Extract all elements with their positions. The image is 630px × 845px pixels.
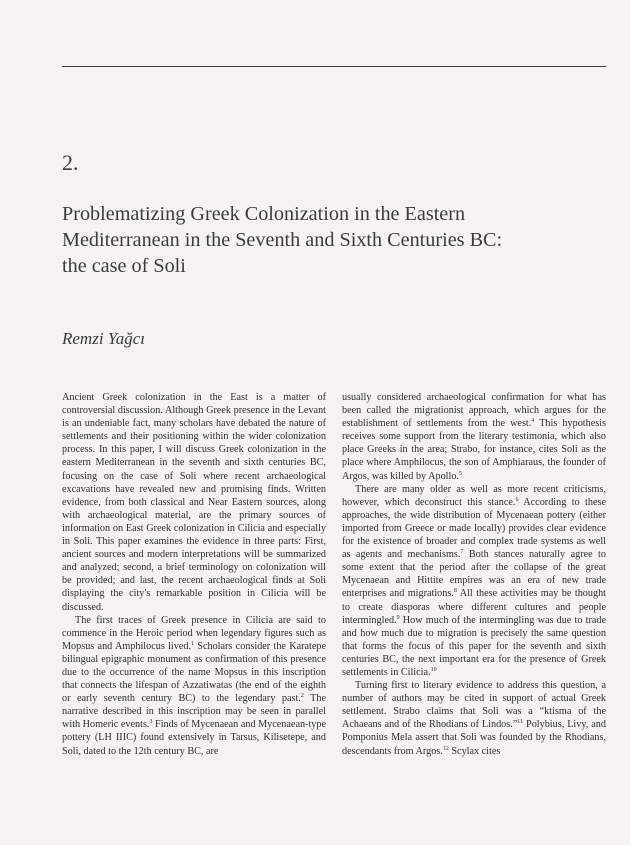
header-rule <box>62 66 606 67</box>
paragraph: The first traces of Greek presence in Cilicia are said to commence in the Heroic period when legendary figures such as Mopsus and Amphilocus lived.$^1$ Scholars consider the Karatepe bilingual epigraphic monument as confirmation of this presence due to the occurrence of the name Mopsus in this inscription that connects the lifespan of Azzatiwatas (the end of the eighth or early seventh century BC) to the legendary past.$^2$ The narrative described in this inscription may be seen in parallel with Homeric events.$^3$ Finds of Mycenaean and Mycenaean-type pottery (LH IIIC) found extensively in Tarsus, Kilisetepe, and Soli, dated to the 12th century BC, are <box>62 614 326 757</box>
footnote-marker: 11 <box>517 719 524 726</box>
chapter-title-line: Problematizing Greek Colonization in the Eastern <box>62 203 466 225</box>
left-column <box>62 391 326 758</box>
author-name: Remzi Yağcı <box>62 329 145 348</box>
footnote-marker: 1 <box>191 640 195 647</box>
chapter-title-line: the case of Soli <box>62 255 186 277</box>
paragraph: There are many older as well as more recent criticisms, however, which deconstruct this stance.$^6$ According to these approaches, the wide distribution of Mycenaean pottery (either imported from Greece or made locally) provides clear evidence for the existence of broader and complex trade systems as well as agents and mechanisms.$^7$ Both stances naturally agree to some extent that the period after the collapse of the great Mycenaean and Hittite empires was an era of new trade enterprises and migrations.$^8$ All these activities may be thought to create diasporas where different cultures and people intermingled.$^9$ How much of the intermingling was due to trade and how much due to migration is precisely the same question that forms the focus of this paper for the seventh and sixth centuries BC, the next important era for the presence of Greek settlements in Cilicia.$^{10}$ <box>342 483 606 678</box>
footnote-marker: 8 <box>453 588 457 595</box>
paragraph: Turning first to literary evidence to address this question, a number of authors may be cited in support of actual Greek settlement. Strabo claims that Soli was a “ktisma of the Achaeans and of the Rhodians of Lindos.”$^{11}$ Polybius, Livy, and Pomponius Mela assert that Soli was founded by the Rhodians, descendants from Argos.$^{12}$ Scylax cites <box>342 680 606 757</box>
chapter-number: 2. <box>62 150 79 175</box>
footnote-marker: 3 <box>149 719 153 726</box>
paragraph: Ancient Greek colonization in the East is a matter of controversial discussion. Although Greek presence in the Levant is an undeniable fact, many scholars have debated the nature of settlements and their positioning within the wider colonization process. In this paper, I will discuss Greek colonization in the eastern Mediterranean in the seventh and sixth centuries BC, focusing on the case of Soli where recent archaeological excavations have revealed new and promising finds. Written evidence, from both classical and Near Eastern sources, along with archaeological material, are the primary sources of information on East Greek colonization in Cilicia and especially in Soli. This paper examines the evidence in three parts: First, ancient sources and modern interpretations will be summarized and analyzed; second, a brief terminology on colonization will be provided; and last, the recent archaeological finds at Soli displaying the city's remarkable position in Cilicia will be discussed. <box>62 392 326 613</box>
paragraph: usually considered archaeological confirmation for what has been called the migrationist approach, which argues for the establishment of settlements from the west.$^4$ This hypothesis receives some support from the literary testimonia, which also place Greeks in the area; Strabo, for instance, cites Soli as the place where Amphilocus, the son of Amphiaraus, the founder of Argos, was killed by Apollo.$^5$ <box>342 392 606 482</box>
footnote-marker: 5 <box>458 470 462 477</box>
chapter-title <box>62 201 592 279</box>
footnote-marker: 6 <box>515 496 519 503</box>
footnote-marker: 4 <box>531 418 535 425</box>
footnote-marker: 10 <box>430 666 437 673</box>
chapter-title-line: Mediterranean in the Seventh and Sixth Centuries BC: <box>62 229 503 251</box>
footnote-marker: 9 <box>396 614 400 621</box>
footnote-marker: 12 <box>442 745 449 752</box>
right-column <box>342 391 606 758</box>
footnote-marker: 7 <box>460 549 464 556</box>
footnote-marker: 2 <box>300 693 304 700</box>
